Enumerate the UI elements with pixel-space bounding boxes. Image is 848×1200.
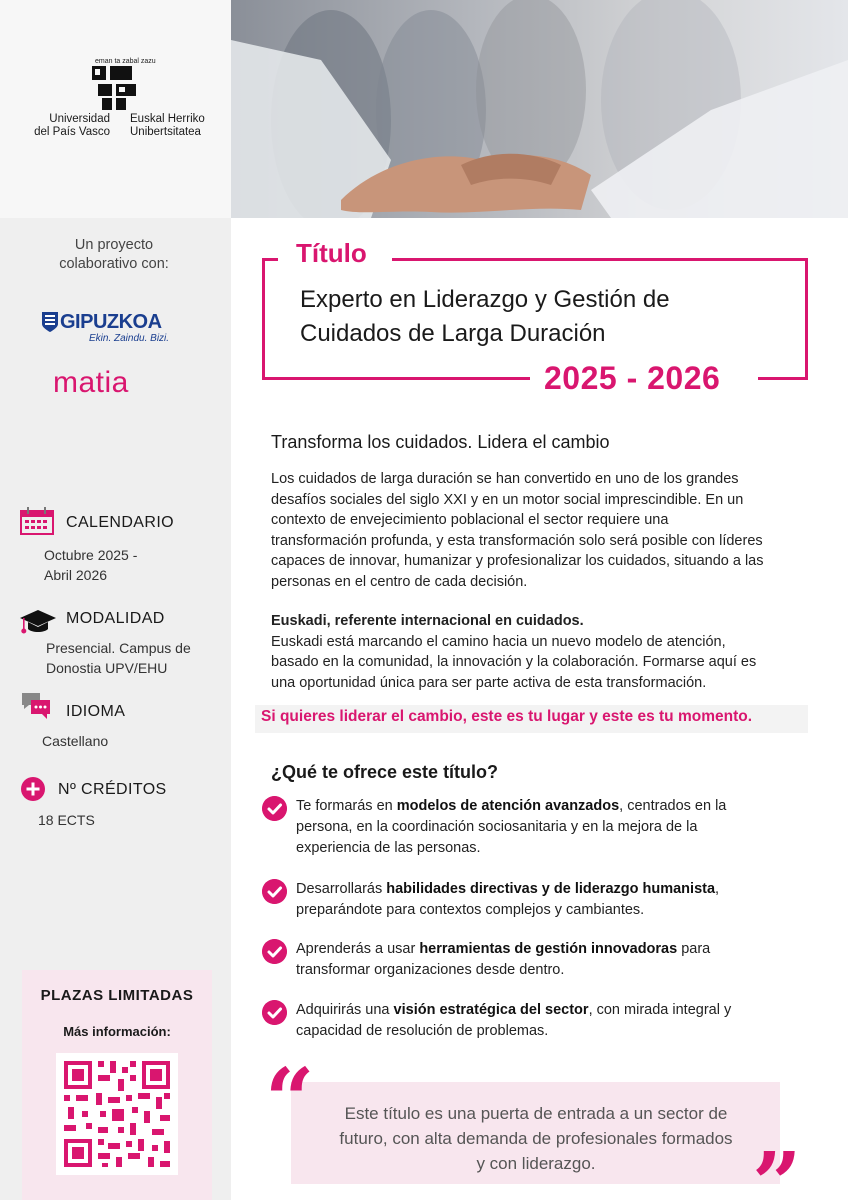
qr-code-icon[interactable]	[56, 1053, 178, 1175]
university-logo-panel	[0, 0, 231, 218]
plus-icon	[21, 777, 45, 801]
check-circle-icon	[262, 879, 287, 904]
check-circle-icon	[262, 796, 287, 821]
title-frame-left	[262, 258, 265, 380]
modality-value: Presencial. Campus de Donostia UPV/EHU	[46, 640, 191, 676]
language-value: Castellano	[42, 733, 109, 749]
title-frame-right	[805, 258, 808, 380]
graduation-cap-icon	[19, 608, 57, 636]
plazas-limitadas: PLAZAS LIMITADAS	[40, 987, 194, 1004]
euskadi-paragraph: Euskadi, referente internacional en cuidados. Euskadi está marcando el camino hacia un nuevo modelo de atención, basado en la comunidad, la innovación y la colaboración. Formarse aquí es una oportunidad única para ser parte activa de esta transformación.	[271, 613, 757, 691]
title-frame-bottom-left	[262, 377, 530, 380]
open-quote-icon: “	[265, 1050, 315, 1151]
call-to-action: Si quieres liderar el cambio, este es tu lugar y este es tu momento.	[261, 708, 753, 725]
modality-label: MODALIDAD	[66, 610, 165, 627]
benefit-text: Desarrollarás habilidades directivas y de liderazgo humanista, preparándote para contextos complejos y cambiantes.	[296, 881, 720, 918]
calendar-label: CALENDARIO	[66, 514, 175, 531]
calendar-icon	[20, 507, 54, 535]
university-name-es: Universidad del País Vasco	[34, 113, 110, 138]
check-circle-icon	[262, 939, 287, 964]
upv-ehu-logo-icon	[92, 66, 136, 110]
title-frame-top-right	[392, 258, 808, 261]
calendar-value: Octubre 2025 - Abril 2026	[44, 547, 138, 583]
quote-text: Este título es una puerta de entrada a un sector de futuro, con alta demanda de profesionales formados y con liderazgo.	[339, 1104, 733, 1173]
credits-label: Nº CRÉDITOS	[58, 781, 167, 798]
gipuzkoa-tagline: Ekin. Zaindu. Bizi.	[89, 333, 170, 344]
gipuzkoa-logo-text: GIPUZKOA	[60, 311, 162, 333]
close-quote-icon: ”	[752, 1134, 802, 1200]
collaboration-intro: Un proyecto colaborativo con:	[59, 237, 169, 272]
academic-years: 2025 - 2026	[544, 360, 721, 396]
title-label: Título	[296, 238, 367, 268]
chat-bubbles-icon	[20, 691, 52, 721]
hero-handshake-image	[231, 0, 848, 218]
gipuzkoa-shield-icon	[42, 312, 58, 332]
handshake-illustration	[231, 0, 848, 218]
more-info-label: Más información:	[63, 1024, 171, 1039]
euskadi-heading: Euskadi, referente internacional en cuidados.	[271, 613, 584, 629]
credits-value: 18 ECTS	[38, 812, 95, 828]
benefit-text: Aprenderás a usar herramientas de gestión innovadoras para transformar organizaciones desde dentro.	[296, 941, 711, 978]
intro-paragraph: Los cuidados de larga duración se han convertido en uno de los grandes desafíos sociales del siglo XXI y en un motor social imprescindible. En un contexto de envejecimiento poblacional el sector requiere una transformación profunda, y esta transformación solo será posible con líderes capaces de innovar, humanizar y profesionalizar los cuidados, situando a las personas en el centro de cada decisión.	[271, 471, 764, 590]
offers-heading: ¿Qué te ofrece este título?	[271, 762, 499, 782]
matia-logo-text: matia	[53, 366, 129, 399]
program-title: Experto en Liderazgo y Gestión de Cuidados de Larga Duración	[300, 286, 670, 347]
title-frame-bottom-right	[758, 377, 808, 380]
lead-heading: Transforma los cuidados. Lidera el cambio	[271, 432, 610, 452]
benefit-text: Te formarás en modelos de atención avanzados, centrados en la persona, en la coordinación sociosanitaria y en la mejora de la experiencia de las personas.	[296, 798, 727, 856]
language-label: IDIOMA	[66, 703, 126, 720]
benefit-text: Adquirirás una visión estratégica del sector, con mirada integral y capacidad de resolución de problemas.	[296, 1002, 732, 1039]
university-name-eu: Euskal Herriko Unibertsitatea	[130, 113, 205, 138]
university-motto: eman ta zabal zazu	[95, 58, 156, 65]
check-circle-icon	[262, 1000, 287, 1025]
